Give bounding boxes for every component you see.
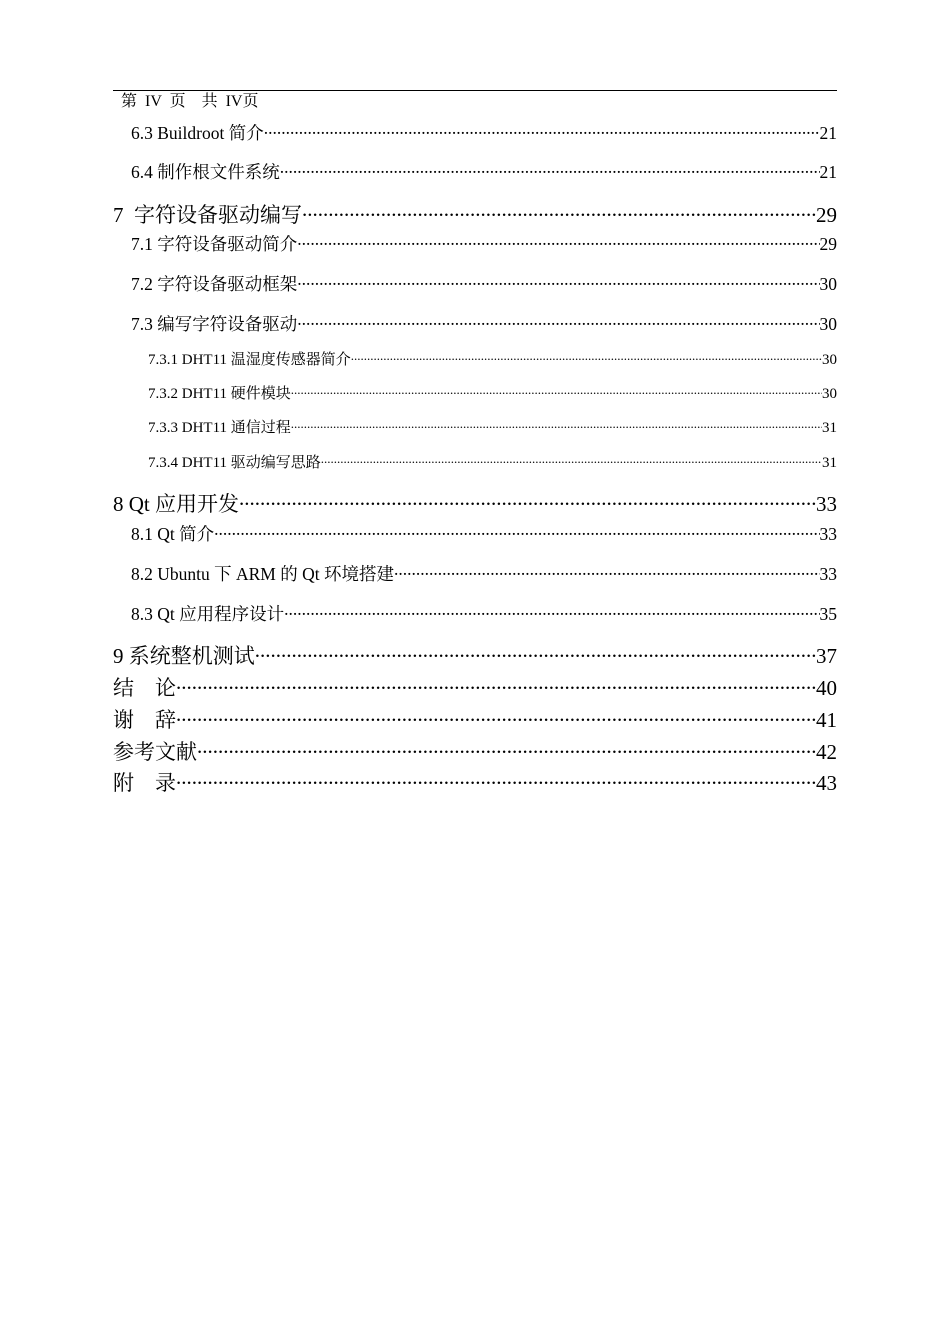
toc-entry-title: 7.2 字符设备驱动框架 (131, 274, 298, 294)
toc-entry[interactable] (148, 451, 837, 472)
toc-entry-title: 7.1 字符设备驱动简介 (131, 234, 298, 254)
toc-entry-page: 35 (819, 604, 837, 624)
toc-entry-page: 40 (816, 676, 837, 700)
toc-dot-leader (297, 313, 819, 331)
toc-dot-leader (197, 738, 816, 759)
toc-dot-leader (297, 273, 819, 291)
toc-entry-page: 33 (819, 564, 837, 584)
toc-dot-leader (176, 706, 816, 727)
toc-entry[interactable] (113, 640, 837, 670)
toc-dot-leader (321, 452, 822, 467)
toc-entry-page: 41 (816, 708, 837, 732)
toc-entry-title: 结 论 (113, 676, 176, 700)
toc-entry[interactable] (148, 416, 837, 437)
toc-entry[interactable] (131, 159, 837, 184)
toc-entry[interactable] (148, 382, 837, 403)
toc-entry[interactable] (131, 271, 837, 296)
toc-dot-leader (264, 122, 820, 140)
toc-dot-leader (351, 349, 822, 364)
toc-entry-title: 7 字符设备驱动编写 (113, 203, 302, 227)
toc-entry[interactable] (113, 767, 837, 797)
toc-entry-page: 31 (822, 455, 837, 471)
toc-dot-leader (214, 523, 819, 541)
toc-dot-leader (176, 769, 816, 790)
toc-entry[interactable] (113, 199, 837, 229)
toc-dot-leader (176, 674, 816, 695)
toc-entry[interactable] (113, 704, 837, 734)
toc-entry-title: 参考文献 (113, 740, 197, 764)
toc-entry[interactable] (148, 348, 837, 369)
toc-entry-page: 42 (816, 740, 837, 764)
toc-entry-page: 30 (819, 314, 837, 334)
toc-entry-title: 附 录 (113, 771, 176, 795)
toc-entry-title: 8 Qt 应用开发 (113, 492, 239, 516)
toc-entry[interactable] (131, 521, 837, 546)
toc-entry[interactable] (131, 561, 837, 586)
toc-entry-title: 7.3.1 DHT11 温湿度传感器简介 (148, 352, 351, 368)
toc-entry-page: 31 (822, 420, 837, 436)
toc-entry-title: 8.1 Qt 简介 (131, 524, 215, 544)
toc-entry-title: 谢 辞 (113, 708, 176, 732)
toc-dot-leader (284, 603, 819, 621)
toc-entry-title: 7.3.2 DHT11 硬件模块 (148, 386, 291, 402)
toc-dot-leader (280, 161, 820, 179)
toc-entry-title: 6.3 Buildroot 简介 (131, 123, 264, 143)
toc-entry-page: 43 (816, 771, 837, 795)
toc-entry[interactable] (113, 736, 837, 766)
toc-entry-page: 21 (819, 123, 837, 143)
toc-entry-title: 9 系统整机测试 (113, 644, 255, 668)
page-number-label: 第 IV 页 共 IV页 (121, 93, 259, 110)
toc-dot-leader (291, 417, 822, 432)
page-header (113, 66, 837, 110)
toc-entry-page: 30 (822, 386, 837, 402)
toc-dot-leader (302, 201, 816, 222)
toc-entry-page: 33 (819, 524, 837, 544)
toc-entry-title: 7.3 编写字符设备驱动 (131, 314, 298, 334)
toc-dot-leader (394, 563, 820, 581)
toc-entry-page: 29 (819, 234, 837, 254)
toc-dot-leader (255, 642, 816, 663)
toc-entry-page: 30 (822, 352, 837, 368)
toc-entry-page: 29 (816, 203, 837, 227)
toc-entry-title: 8.3 Qt 应用程序设计 (131, 604, 285, 624)
toc-dot-leader (291, 383, 822, 398)
toc-entry-page: 21 (819, 162, 837, 182)
toc-entry[interactable] (131, 231, 837, 256)
toc-entry-title: 8.2 Ubuntu 下 ARM 的 Qt 环境搭建 (131, 564, 394, 584)
toc-dot-leader (297, 233, 819, 251)
toc-dot-leader (239, 490, 816, 511)
toc-entry[interactable] (131, 601, 837, 626)
toc-entry[interactable] (131, 311, 837, 336)
toc-entry-title: 7.3.4 DHT11 驱动编写思路 (148, 455, 321, 471)
toc-entry-page: 33 (816, 492, 837, 516)
toc-entry[interactable] (113, 672, 837, 702)
toc-entry[interactable] (131, 120, 837, 145)
toc-entry-title: 7.3.3 DHT11 通信过程 (148, 420, 291, 436)
toc-entry[interactable] (113, 488, 837, 518)
toc-entry-page: 30 (819, 274, 837, 294)
toc-entry-page: 37 (816, 644, 837, 668)
toc-entry-title: 6.4 制作根文件系统 (131, 162, 280, 182)
